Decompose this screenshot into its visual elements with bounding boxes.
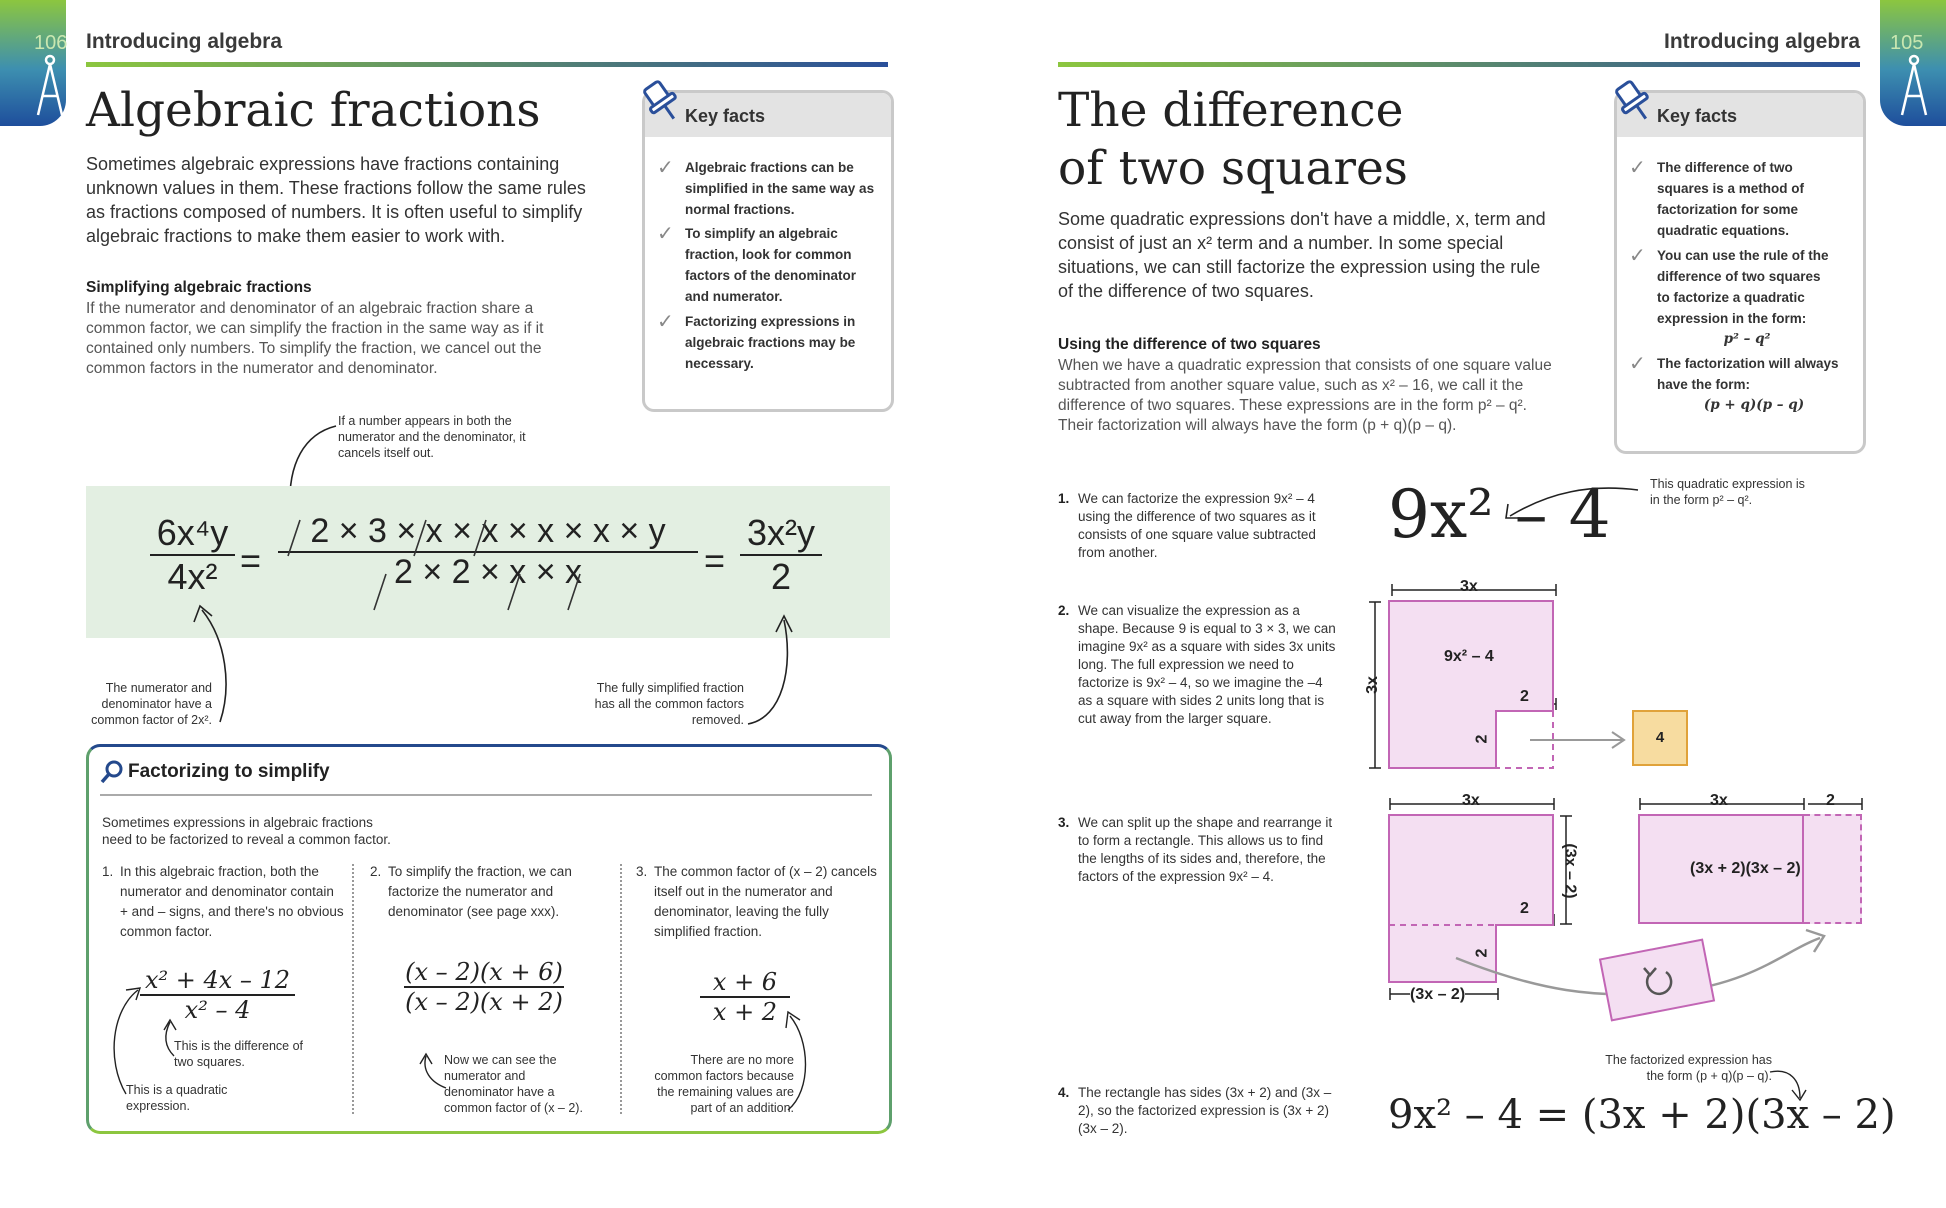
page-number-right: 105 xyxy=(1890,32,1924,54)
step-number: 2. xyxy=(1058,603,1070,618)
step1-numerator: x² + 4x – 12 xyxy=(144,966,291,994)
middle-numerator: 2 × 3 × x × x × x × x × y xyxy=(310,512,666,550)
arrow-simplified xyxy=(742,608,802,738)
fraction-step-2 xyxy=(404,958,564,1016)
step2-denominator: (x – 2)(x + 2) xyxy=(405,987,563,1016)
fraction-step-3 xyxy=(700,968,790,1026)
key-facts-title: Key facts xyxy=(685,106,766,126)
annotation-simplified: The fully simplified fraction has all the common factors removed. xyxy=(594,681,744,727)
label-2: 2 xyxy=(1826,792,1835,809)
divider xyxy=(100,794,872,796)
check-icon: ✓ xyxy=(1629,353,1646,375)
key-fact-item: You can use the rule of the difference of two squares to factorize a quadratic expression in the form: xyxy=(1657,248,1829,326)
page-title-left: Algebraic fractions xyxy=(86,83,541,138)
label-3x: 3x xyxy=(1462,792,1480,809)
intro-right: Some quadratic expressions don't have a middle, x, term and consist of just an x² term and a number. In some special situations, we can still factorize the expression using the rule of the difference of two squares. xyxy=(1058,209,1546,301)
factorizing-intro: Sometimes expressions in algebraic fractions need to be factorized to reveal a common factor. xyxy=(102,815,391,847)
label-3x-vertical: 3x xyxy=(1363,676,1381,694)
header-rule-right xyxy=(1058,62,1860,67)
header-rule-left xyxy=(86,62,888,67)
factor-step-2-text: To simplify the fraction, we can factorize the numerator and denominator (see page xxx). xyxy=(388,864,572,919)
step-number: 4. xyxy=(1058,1085,1070,1100)
small-square-4: 4 xyxy=(1632,710,1688,766)
label-3x: 3x xyxy=(1460,578,1478,595)
label-rectangle: (3x + 2)(3x – 2) xyxy=(1690,860,1801,877)
step-number: 1. xyxy=(102,864,114,879)
step3-denominator: x + 2 xyxy=(712,997,778,1026)
check-icon: ✓ xyxy=(657,311,674,333)
arrow-form xyxy=(1490,484,1640,524)
page-title-right-1: The difference xyxy=(1058,83,1404,138)
intro-left: Sometimes algebraic expressions have fractions containing unknown values in them. These fractions follow the same rules as fractions composed of numbers. It is often useful to simplify algebraic fractions to make them easier to work with. xyxy=(86,154,586,246)
key-fact-item: Algebraic fractions can be simplified in the same way as normal fractions. xyxy=(685,160,875,217)
key-facts-box-left xyxy=(642,90,894,412)
label-2: 2 xyxy=(1520,688,1529,705)
column-divider xyxy=(352,864,354,1114)
middle-denominator: 2 × 2 × x × x xyxy=(393,553,583,591)
column-divider xyxy=(620,864,622,1114)
arrow-to-4 xyxy=(1530,730,1630,750)
chapter-title-right: Introducing algebra xyxy=(1663,30,1860,53)
cancel-strokes xyxy=(278,512,708,622)
label-2: 2 xyxy=(1520,900,1529,917)
compass-icon xyxy=(0,0,66,126)
key-fact-item: To simplify an algebraic fraction, look for common factors of the denominator and numerator. xyxy=(685,226,857,304)
step2-numerator: (x – 2)(x + 6) xyxy=(405,958,563,986)
key-fact-form-2: (p + q)(p – q) xyxy=(1703,397,1805,413)
pushpin-icon xyxy=(638,78,688,128)
label-2-vertical: 2 xyxy=(1473,948,1491,958)
lhs-denominator: 4x² xyxy=(167,556,218,597)
step1-denominator: x² – 4 xyxy=(184,995,251,1024)
pushpin-icon xyxy=(1610,78,1660,128)
label-3x-minus-2-vertical: (3x – 2) xyxy=(1561,843,1579,899)
step-2-text: We can visualize the expression as a shape. Because 9 is equal to 3 × 3, we can imagine 9x² as a square with sides 3x units long. The full expression we need to factorize is 9x² – 4, so we imagine the –4 as a square with sides 2 units long that is cut away from the larger square. xyxy=(1078,603,1336,726)
arrow-difference xyxy=(160,1016,200,1066)
check-icon: ✓ xyxy=(1629,157,1646,179)
label-2-vertical: 2 xyxy=(1473,734,1491,744)
final-equation: 9x² – 4 = (3x + 2)(3x – 2) xyxy=(1388,1092,1896,1138)
rotate-icon xyxy=(1638,962,1678,1002)
step-number: 2. xyxy=(370,864,382,879)
step-1-text: We can factorize the expression 9x² – 4 using the difference of two squares as it consists of one square value subtracted from another. xyxy=(1078,491,1316,560)
factor-step-3-text: The common factor of (x – 2) cancels itself out in the numerator and denominator, leaving the fully simplified fraction. xyxy=(654,864,877,939)
annotation-form: This quadratic expression is in the form p² – q². xyxy=(1650,477,1805,507)
note-common-bracket: Now we can see the numerator and denominator have a common factor of (x – 2). xyxy=(444,1053,583,1115)
lhs-numerator: 6x⁴y xyxy=(156,512,229,553)
annotation-number-cancel: If a number appears in both the numerator and the denominator, it cancels itself out. xyxy=(338,414,526,460)
annotation-factorized: The factorized expression has the form (p + q)(p – q). xyxy=(1605,1053,1772,1083)
check-icon: ✓ xyxy=(657,223,674,245)
key-fact-item: The difference of two squares is a method of factorization for some quadratic equations. xyxy=(1657,160,1805,238)
subheading-simplifying: Simplifying algebraic fractions xyxy=(86,279,312,296)
rectangle-extension xyxy=(1804,814,1862,924)
check-icon: ✓ xyxy=(1629,245,1646,267)
key-facts-title: Key facts xyxy=(1657,106,1738,126)
step-number: 3. xyxy=(636,864,648,879)
page-title-right-2: of two squares xyxy=(1058,141,1408,196)
text-simplifying: If the numerator and denominator of an algebraic fraction share a common factor, we can simplify the fraction in the same way as if it contained only numbers. To simplify the fraction, we cancel out the common factors in the numerator and denominator. xyxy=(86,300,544,377)
rhs-numerator: 3x²y xyxy=(746,512,815,553)
factorizing-title: Factorizing to simplify xyxy=(128,761,330,782)
equals-sign: = xyxy=(240,540,262,581)
arrow-quadratic xyxy=(108,980,168,1100)
annotation-common-factor: The numerator and denominator have a common factor of 2x². xyxy=(91,681,212,727)
subheading-using: Using the difference of two squares xyxy=(1058,336,1321,353)
step-number: 1. xyxy=(1058,491,1070,506)
note-no-common: There are no more common factors because the remaining values are part of an addition. xyxy=(654,1053,794,1115)
magnifier-icon xyxy=(100,760,124,784)
big-expression: 9x² – 4 xyxy=(1388,476,1611,553)
step3-numerator: x + 6 xyxy=(712,968,778,996)
note-quadratic: This is a quadratic expression. xyxy=(126,1083,228,1113)
step-3-text: We can split up the shape and rearrange it to form a rectangle. This allows us to find the lengths of its sides and, therefore, the factors of the expression 9x² – 4. xyxy=(1078,815,1333,884)
text-using: When we have a quadratic expression that consists of one square value subtracted from another square value, such as x² – 16, we call it the difference of two squares. These expressions are in the form p² – q². Their factorization will always have the form (p + q)(p – q). xyxy=(1058,357,1552,434)
rhs-denominator: 2 xyxy=(770,556,792,597)
compass-icon xyxy=(1880,0,1946,126)
chapter-tab-right xyxy=(1880,0,1946,126)
chapter-title-left: Introducing algebra xyxy=(86,30,283,53)
check-icon: ✓ xyxy=(657,157,674,179)
step-4-text: The rectangle has sides (3x + 2) and (3x – 2), so the factorized expression is (3x + 2)(3x – 2). xyxy=(1078,1085,1332,1136)
fraction-lhs xyxy=(150,512,235,598)
factor-step-1-text: In this algebraic fraction, both the numerator and denominator contain + and – signs, and there's no obvious common factor. xyxy=(120,864,344,939)
arrow-no-common xyxy=(784,1010,834,1120)
key-facts-box-right xyxy=(1614,90,1866,454)
page-number-left: 106 xyxy=(34,32,68,54)
key-fact-item: Factorizing expressions in algebraic fractions may be necessary. xyxy=(685,314,856,371)
label-3x-minus-2: (3x – 2) xyxy=(1410,986,1466,1003)
chapter-tab-left xyxy=(0,0,66,126)
key-fact-form-1: p² – q² xyxy=(1723,331,1771,347)
label-area: 9x² – 4 xyxy=(1444,648,1494,665)
note-difference-squares: This is the difference of two squares. xyxy=(174,1039,304,1069)
fraction-rhs xyxy=(740,512,822,598)
equals-sign: = xyxy=(704,540,726,581)
step-number: 3. xyxy=(1058,815,1070,830)
label-3x: 3x xyxy=(1710,792,1728,809)
key-fact-item: The factorization will always have the form: xyxy=(1657,356,1839,392)
